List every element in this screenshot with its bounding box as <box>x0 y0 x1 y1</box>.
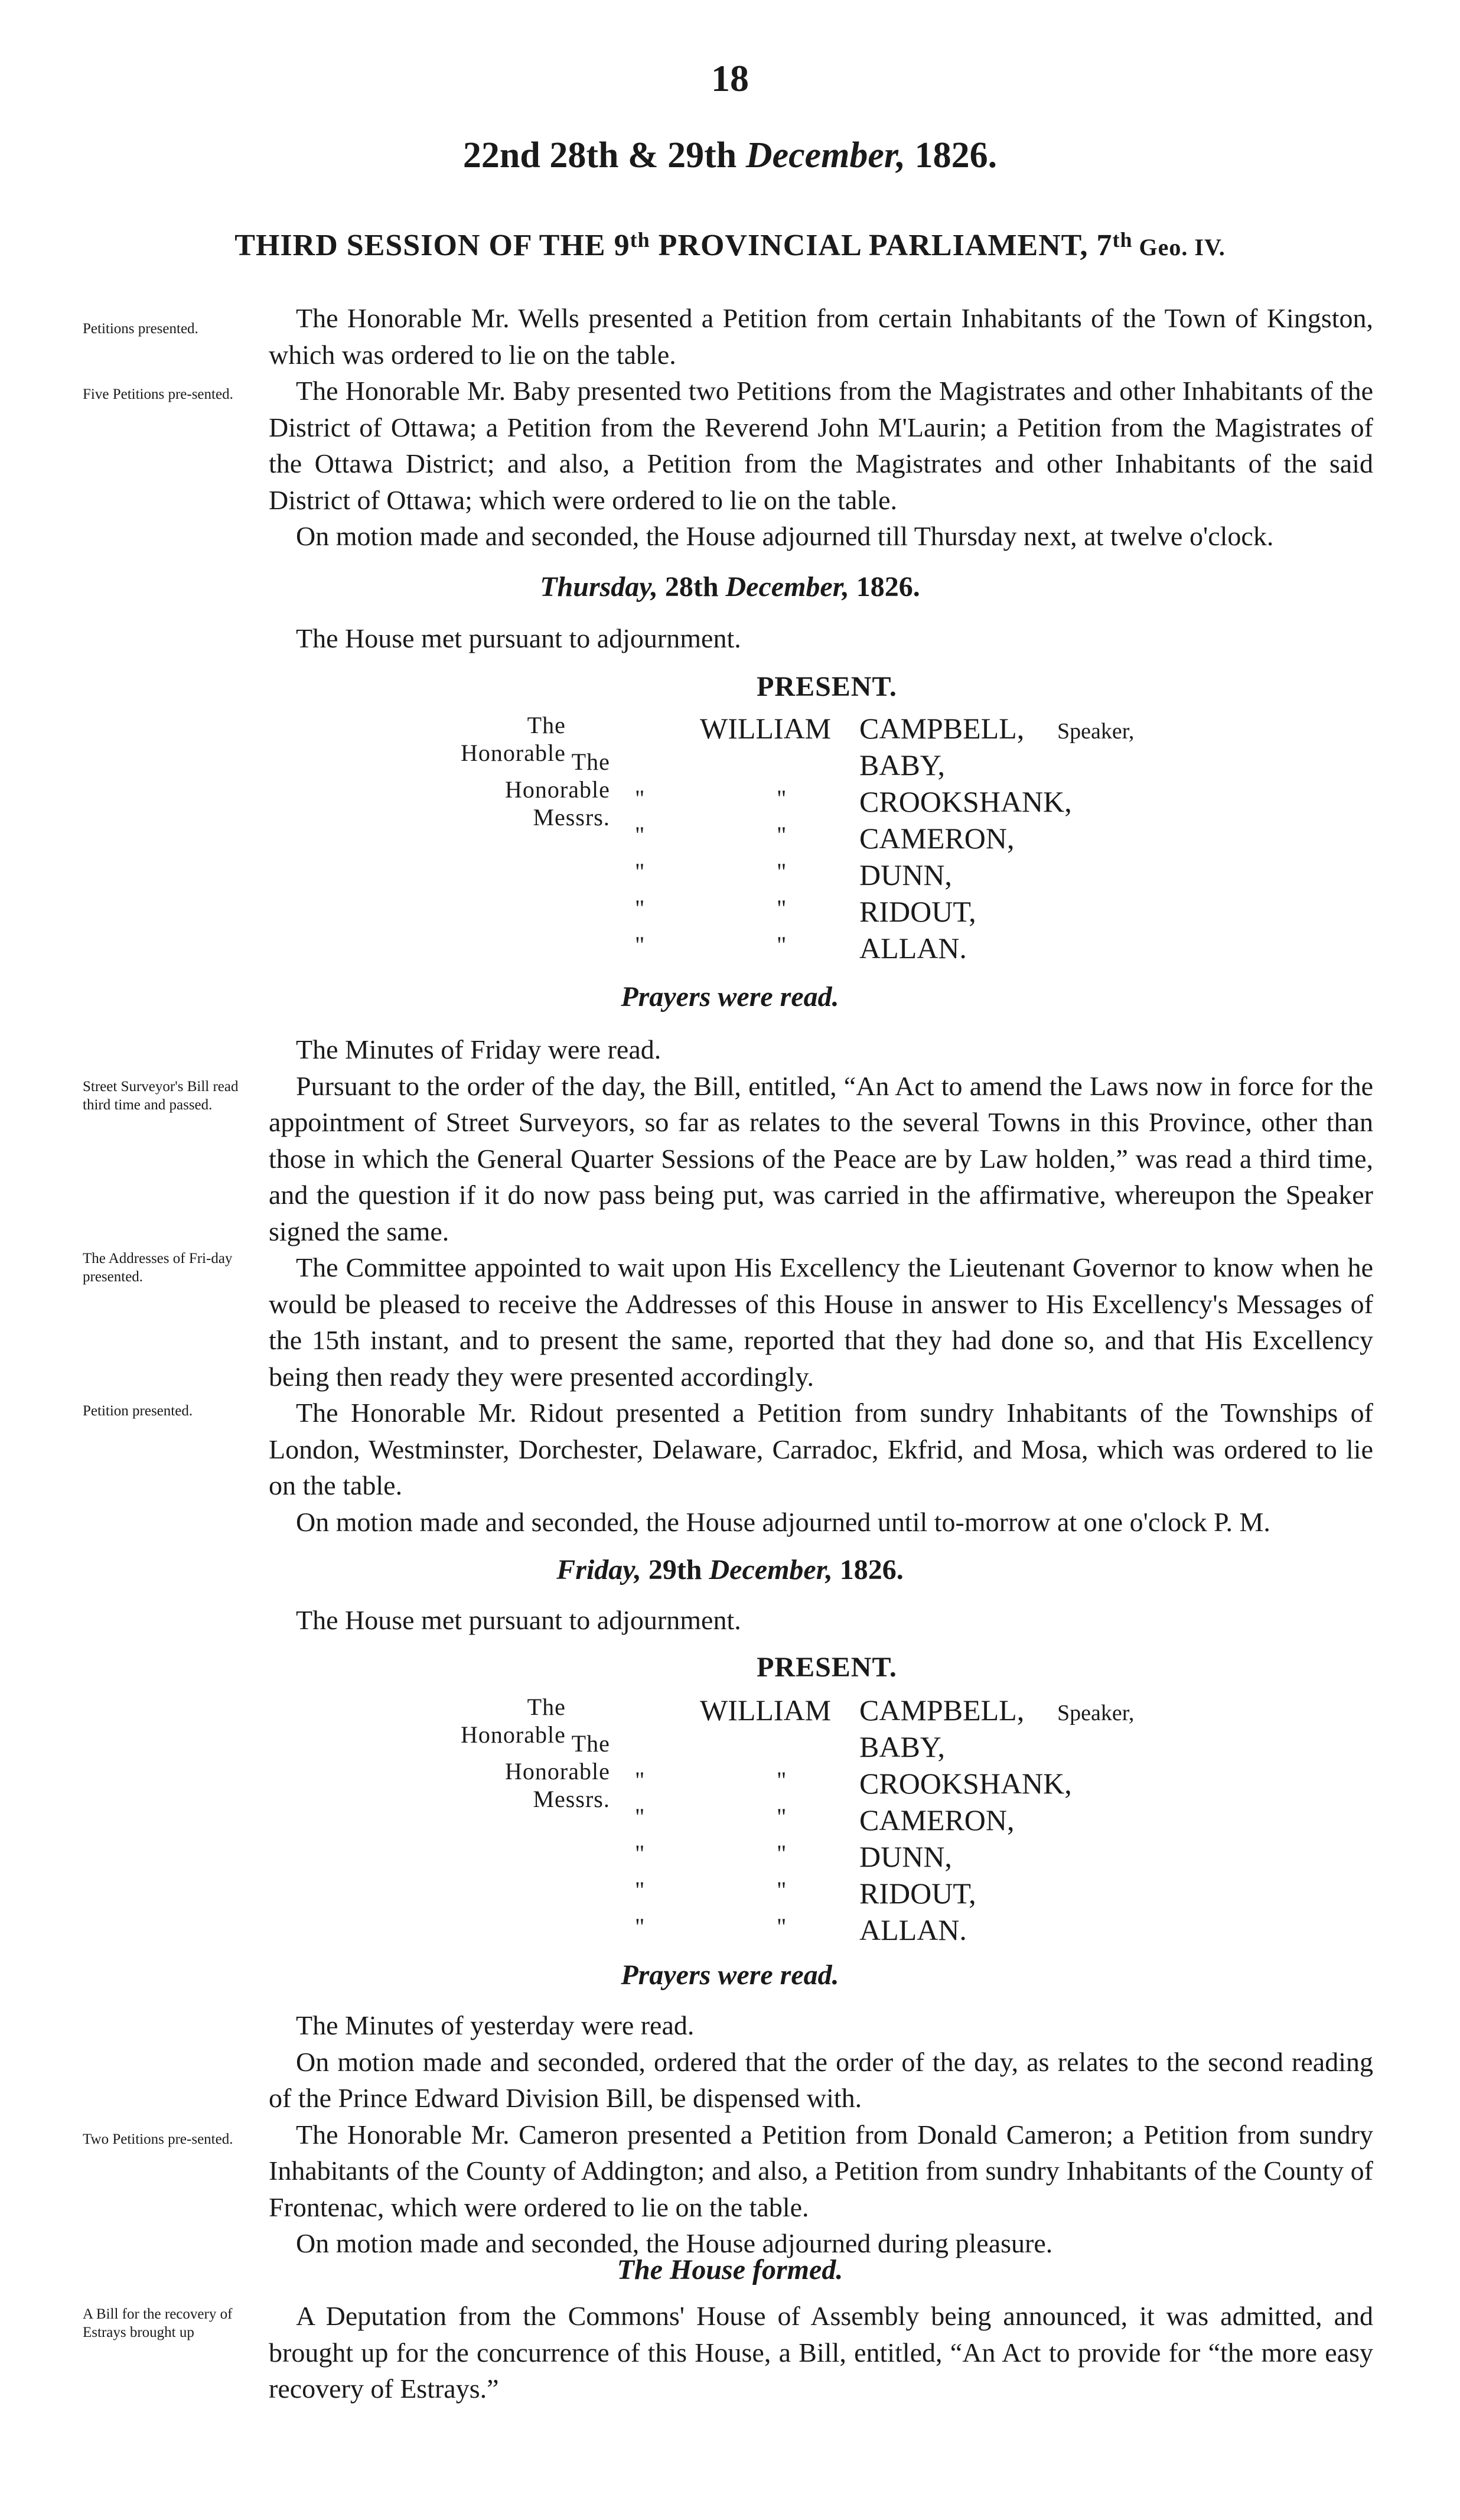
roster-member: ALLAN. <box>859 1913 967 1946</box>
roster-member: BABY, <box>859 748 945 782</box>
session-sup-b: th <box>1112 228 1133 252</box>
margin-note: The Addresses of Fri-day presented. <box>83 1251 233 1285</box>
heading-date: 28th <box>657 571 726 603</box>
paragraph: On motion made and seconded, the House adjourned until to-morrow at one o'clock P. M. <box>296 1506 1270 1537</box>
opening-minutes <box>269 300 1373 555</box>
ditto-mark: " <box>635 822 645 848</box>
session-sup-a: th <box>630 228 650 252</box>
margin-note: Two Petitions pre-sented. <box>83 2131 233 2147</box>
roster-member: RIDOUT, <box>859 1877 976 1910</box>
ditto-mark: " <box>777 932 787 958</box>
paragraph: The Committee appointed to wait upon His Excellency the Lieutenant Governor to know when he would be pleased to receive the Addresses of this House in answer to His Excellency's Messages of the 15th instant, and to present the same, reported that they had done so, and that His Excellency being then ready they were presented accordingly. <box>269 1252 1373 1392</box>
paragraph: The House met pursuant to adjournment. <box>296 623 741 653</box>
heading-year: 1826. <box>849 571 920 603</box>
roster-title <box>1057 711 1134 745</box>
margin-note: A Bill for the recovery of Estrays brought up <box>83 2306 233 2340</box>
roster-member: BABY, <box>859 1730 945 1763</box>
thursday-heading <box>0 571 1460 603</box>
speaker-title: Speaker, <box>1057 719 1135 744</box>
paragraph: The Minutes of Friday were read. <box>296 1034 661 1064</box>
heading-month: December, <box>725 571 849 603</box>
thursday-met-line <box>269 620 1373 657</box>
page-number: 18 <box>711 57 749 99</box>
margin-note: Petition presented. <box>83 1403 193 1419</box>
ditto-mark: " <box>777 1840 787 1867</box>
roster-name: WILLIAM <box>700 712 832 745</box>
paragraph: Pursuant to the order of the day, the Bill, entitled, “An Act to amend the Laws now in force for the appointment of Street Surveyors, so far as relates to the several Towns in this Province, other than those in which the General Quarter Sessions of the Peace are by Law holden,” was read a third time, and the question if it do now pass being put, was carried in the affirmative, whereupon the Speaker signed the same. <box>269 1070 1373 1246</box>
ditto-mark: " <box>635 1877 645 1903</box>
ditto-mark: " <box>777 785 787 812</box>
roster-member: DUNN, <box>859 858 952 891</box>
ditto-mark: " <box>777 1767 787 1793</box>
ditto-mark: " <box>777 895 787 922</box>
friday-met-line <box>269 1602 1373 1639</box>
ditto-mark: " <box>635 932 645 958</box>
dateline-year: 1826. <box>914 135 998 175</box>
ditto-mark: " <box>777 822 787 848</box>
dateline-month: December, <box>745 135 906 175</box>
roster-member: RIDOUT, <box>859 895 976 928</box>
paragraph: The House met pursuant to adjournment. <box>296 1605 741 1635</box>
paragraph: On motion made and seconded, the House adjourned till Thursday next, at twelve o'clock. <box>296 521 1274 551</box>
roster-member: CAMERON, <box>859 822 1015 855</box>
paragraph: The Honorable Mr. Wells presented a Petition from certain Inhabitants of the Town of Kingston, which was ordered to lie on the table. <box>269 303 1373 370</box>
roster-member: CROOKSHANK, <box>859 785 1072 818</box>
paragraph: The Honorable Mr. Ridout presented a Petition from sundry Inhabitants of the Townships of London, Westminster, Dorchester, Delaware, Carradoc, Ekfrid, and Mosa, which was ordered to lie on the table. <box>269 1398 1373 1500</box>
roster-title <box>1057 1693 1134 1727</box>
session-part-b: PROVINCIAL PARLIAMENT, 7 <box>650 229 1113 262</box>
ditto-mark: " <box>635 858 645 885</box>
deputation-paragraph <box>269 2298 1373 2407</box>
heading-day: Thursday, <box>540 571 658 603</box>
roster-member: ALLAN. <box>859 932 967 965</box>
roster-member: CAMERON, <box>859 1803 1015 1837</box>
ditto-mark: " <box>635 1803 645 1830</box>
ditto-mark: " <box>777 1803 787 1830</box>
roster-member: CROOKSHANK, <box>859 1767 1072 1800</box>
ditto-mark: " <box>635 1840 645 1867</box>
paragraph: A Deputation from the Commons' House of Assembly being announced, it was admitted, and brought up for the concurrence of this House, a Bill, entitled, “An Act to provide for “the more easy recovery of Estrays.” <box>269 2301 1373 2404</box>
ditto-mark: " <box>635 1913 645 1940</box>
thursday-minutes <box>269 1031 1373 1540</box>
roster-prefix: The Honorable Messrs. <box>505 1730 610 1812</box>
heading-day: Friday, <box>556 1554 641 1585</box>
margin-note: Petitions presented. <box>83 321 198 337</box>
margin-note: Five Petitions pre-sented. <box>83 386 233 402</box>
present-heading: PRESENT. <box>757 1652 897 1683</box>
paragraph: On motion made and seconded, ordered that the order of the day, as relates to the second reading of the Prince Edward Division Bill, be dispensed with. <box>269 2046 1373 2113</box>
friday-heading <box>0 1554 1460 1586</box>
margin-note: Street Surveyor's Bill read third time and passed. <box>83 1079 239 1113</box>
heading-month: December, <box>709 1554 833 1585</box>
ditto-mark: " <box>777 1877 787 1903</box>
paragraph: The Honorable Mr. Baby presented two Petitions from the Magistrates and other Inhabitants of the District of Ottawa; a Petition from the Reverend John M'Laurin; a Petition from the Magistrates of the Ottawa District; and also, a Petition from the Magistrates and other Inhabitants of the said District of Ottawa; which were ordered to lie on the table. <box>269 376 1373 515</box>
house-formed-heading: The House formed. <box>617 2254 843 2285</box>
roster-prefix: The Honorable <box>461 712 566 766</box>
ditto-mark: " <box>635 1767 645 1793</box>
roster-surname: CAMPBELL, <box>859 1694 1025 1727</box>
ditto-mark: " <box>635 895 645 922</box>
ditto-mark: " <box>777 1913 787 1940</box>
roster-member: DUNN, <box>859 1840 952 1873</box>
ditto-mark: " <box>635 785 645 812</box>
speaker-title: Speaker, <box>1057 1701 1135 1725</box>
ditto-mark: " <box>777 858 787 885</box>
present-heading: PRESENT. <box>757 671 897 702</box>
paragraph: The Minutes of yesterday were read. <box>296 2010 695 2040</box>
roster-prefix: The Honorable Messrs. <box>505 748 610 831</box>
dateline-days: 22nd 28th & 29th <box>462 135 737 175</box>
session-heading <box>0 227 1460 263</box>
roster-prefix: The Honorable <box>461 1694 566 1748</box>
session-part-c: Geo. IV. <box>1132 234 1226 261</box>
heading-date: 29th <box>641 1554 709 1585</box>
friday-minutes <box>269 2007 1373 2262</box>
paragraph: The Honorable Mr. Cameron presented a Petition from Donald Cameron; a Petition from sundry Inhabitants of the County of Addington; and also, a Petition from sundry Inhabitants of the County of Frontenac, which were ordered to lie on the table. <box>269 2119 1373 2222</box>
paragraph: On motion made and seconded, the House adjourned during pleasure. <box>296 2228 1053 2258</box>
roster-name: WILLIAM <box>700 1694 832 1727</box>
prayers-line: Prayers were read. <box>621 981 839 1012</box>
prayers-line: Prayers were read. <box>621 1959 839 1991</box>
page-dateline <box>0 135 1460 177</box>
session-part-a: THIRD SESSION OF THE 9 <box>234 229 630 262</box>
heading-year: 1826. <box>832 1554 904 1585</box>
roster-surname: CAMPBELL, <box>859 712 1025 745</box>
